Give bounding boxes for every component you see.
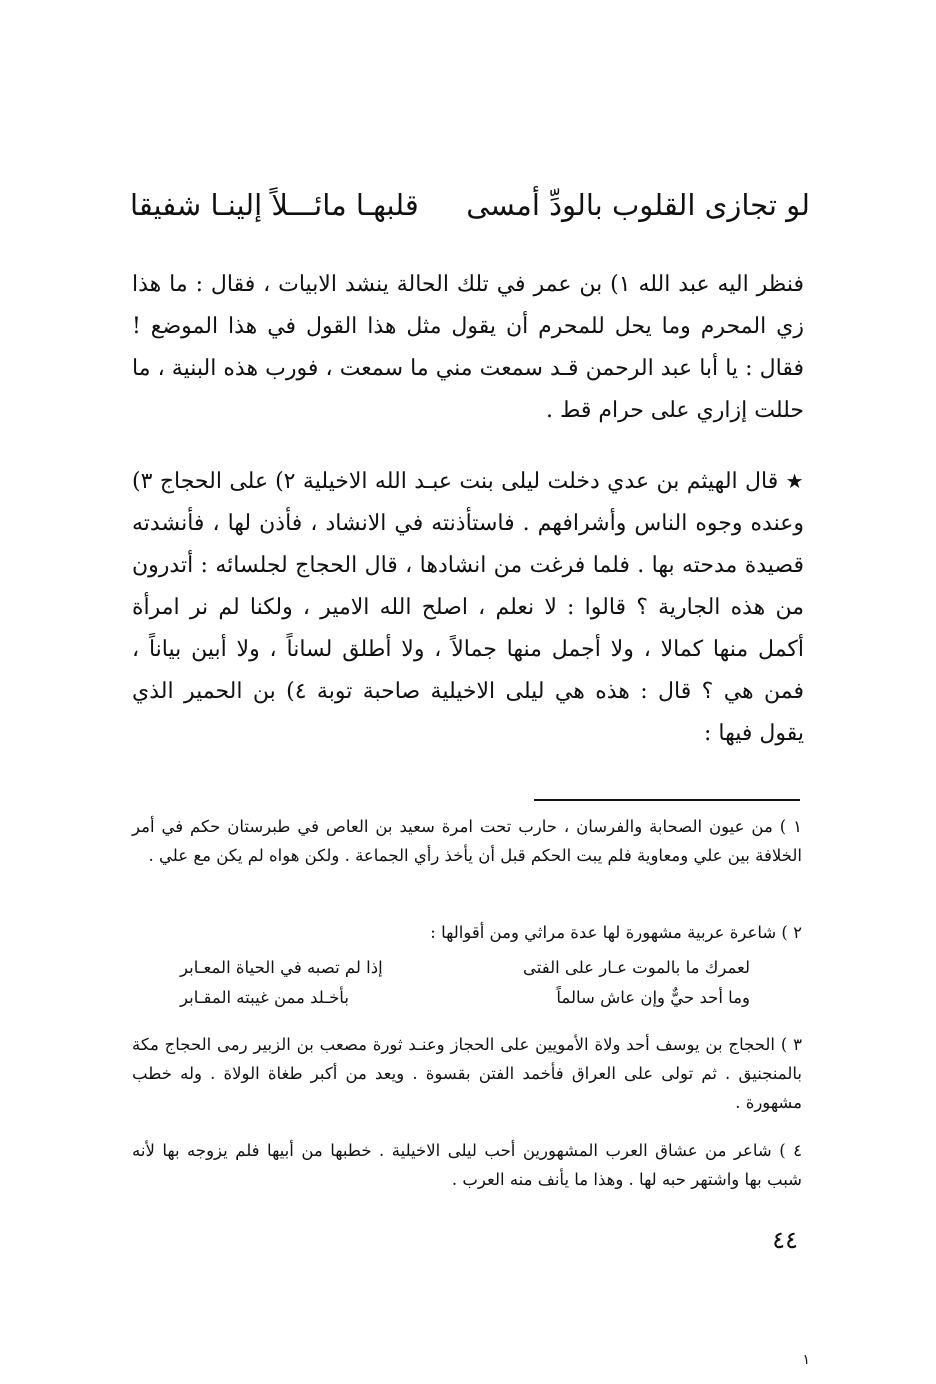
footnote-2-verse-1 <box>180 958 750 988</box>
footnote-2-verse-2 <box>180 988 750 1018</box>
footnote-verse-1-second: إذا لم تصبه في الحياة المعـابر <box>180 958 383 977</box>
footnote-verse-2-second: بأخـلد ممن غيبته المقـابر <box>180 988 349 1007</box>
footnote-verse-2-first: وما أحد حيٌّ وإن عاش سالماً <box>556 988 750 1007</box>
footnote-3: ٣ ) الحجاج بن يوسف أحد ولاة الأمويين على الحجاز وعنـد ثورة مصعب بن الزبير رمى الحجاج مكة بالمنجنيق . ثم تولى على العراق فأخمد الفتن بقسوة . ويعد من أكبر طغاة الولاة . وله خطب مشهورة . <box>132 1035 802 1112</box>
footnote-1: ١ ) من عيون الصحابة والفرسان ، حارب تحت امرة سعيد بن العاص في طبرستان حكم في أمر الخلافة بين علي ومعاوية فلم يبت الحكم قبل أن يأخذ رأي الجماعة . ولكن هواه لم يكن مع علي . <box>132 817 802 865</box>
paragraph-2 <box>132 460 804 755</box>
footnote-verse-1-first: لعمرك ما بالموت عـار على الفتى <box>523 958 750 977</box>
poem-verse <box>130 180 810 230</box>
stray-mark: ١ <box>802 1352 810 1368</box>
footnote-divider <box>534 799 800 801</box>
page-number: ٤٤ <box>772 1226 798 1254</box>
paragraph-1: فنظر اليه عبد الله ١) بن عمر في تلك الحالة ينشد الابيات ، فقال : ما هذا زي المحرم وما يحل للمحرم أن يقول مثل هذا القول في هذا الموضع ! فقال : يا أبا عبد الرحمن قـد سمعت مني ما سمعت ، فورب هذه البنية ، ما حللت إزاري على حرام قط . <box>132 272 804 423</box>
footnote-4: ٤ ) شاعر من عشاق العرب المشهورين أحب ليلى الاخيلية . خطبها من أبيها فلم يزوجه بها لأنه شبب بها واشتهر حبه لها . وهذا ما يأنف منه العرب . <box>132 1141 802 1189</box>
footnote-2: ٢ ) شاعرة عربية مشهورة لها عدة مراثي ومن أقوالها : <box>430 923 802 942</box>
paragraph-2-text: قال الهيثم بن عدي دخلت ليلى بنت عبـد الله الاخيلية ٢) على الحجاج ٣) وعنده وجوه الناس وأشرافهم . فاستأذنته في الانشاد ، فأذن لها ، فأنشدته قصيدة مدحته بها . فلما فرغت من انشادها ، قال الحجاج لجلسائه : أتدرون من هذه الجارية ؟ قالوا : لا نعلم ، اصلح الله الامير ، ولكنا لم نر امرأة أكمل منها كمالا ، ولا أجمل منها جمالاً ، ولا أطلق لساناً ، ولا أبين بياناً ، فمن هي ؟ قال : هذه هي ليلى الاخيلية صاحبة توبة ٤) بن الحمير الذي يقول فيها : <box>132 469 805 746</box>
star-icon: ★ <box>785 469 804 493</box>
verse-first-hemistich: لو تجازى القلوب بالودِّ أمسى <box>466 188 810 222</box>
verse-second-hemistich: قلبهـا مائـــلاً إلينـا شفيقا <box>130 188 419 222</box>
